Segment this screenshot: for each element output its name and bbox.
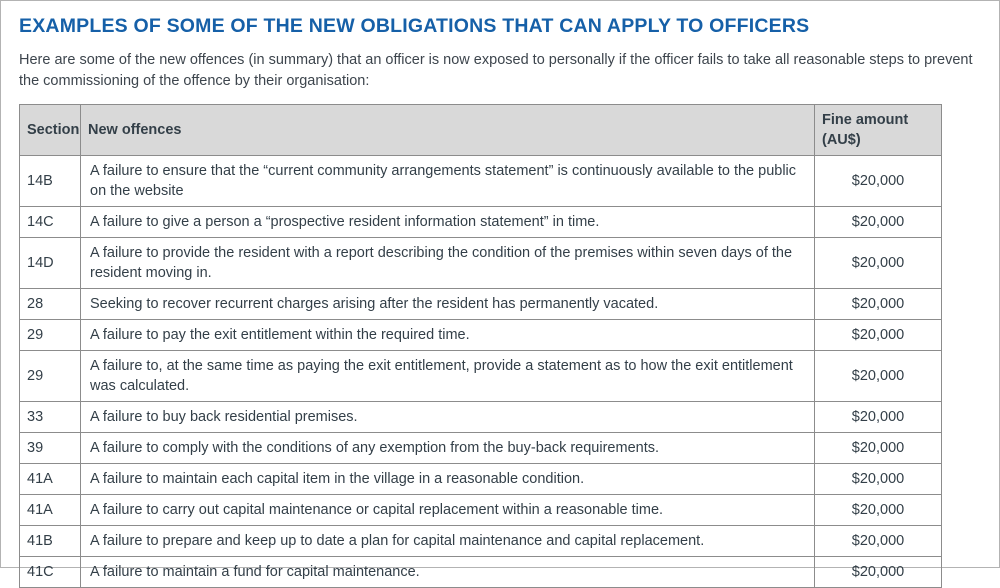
section-cell: 39 xyxy=(20,433,81,464)
table-row xyxy=(20,495,942,526)
table-row xyxy=(20,289,942,320)
section-cell: 14C xyxy=(20,207,81,238)
fine-amount-cell: $20,000 xyxy=(815,289,942,320)
section-cell: 41C xyxy=(20,557,81,588)
page-title: EXAMPLES OF SOME OF THE NEW OBLIGATIONS THAT CAN APPLY TO OFFICERS xyxy=(19,15,810,37)
offence-cell: A failure to ensure that the “current community arrangements statement” is continuously available to the public on the website xyxy=(81,156,815,207)
page-content xyxy=(1,1,999,588)
section-cell: 41B xyxy=(20,526,81,557)
offences-table xyxy=(19,104,942,588)
fine-amount-cell: $20,000 xyxy=(815,207,942,238)
section-cell: 33 xyxy=(20,402,81,433)
fine-amount-cell: $20,000 xyxy=(815,526,942,557)
fine-amount-cell: $20,000 xyxy=(815,156,942,207)
section-cell: 29 xyxy=(20,351,81,402)
column-header-section: Section xyxy=(20,105,81,156)
offences-table-body xyxy=(20,156,942,588)
table-row xyxy=(20,320,942,351)
section-cell: 41A xyxy=(20,464,81,495)
fine-amount-cell: $20,000 xyxy=(815,495,942,526)
column-header-fine-amount: Fine amount (AU$) xyxy=(815,105,942,156)
fine-amount-cell: $20,000 xyxy=(815,402,942,433)
offence-cell: A failure to prepare and keep up to date a plan for capital maintenance and capital replacement. xyxy=(81,526,815,557)
offence-cell: A failure to buy back residential premises. xyxy=(81,402,815,433)
table-row xyxy=(20,526,942,557)
section-cell: 29 xyxy=(20,320,81,351)
table-row xyxy=(20,464,942,495)
table-header-row xyxy=(20,105,942,156)
offence-cell: A failure to comply with the conditions of any exemption from the buy-back requirements. xyxy=(81,433,815,464)
offence-cell: A failure to provide the resident with a report describing the condition of the premises within seven days of the resident moving in. xyxy=(81,238,815,289)
fine-amount-cell: $20,000 xyxy=(815,238,942,289)
table-row xyxy=(20,433,942,464)
offence-cell: A failure to, at the same time as paying the exit entitlement, provide a statement as to how the exit entitlement was calculated. xyxy=(81,351,815,402)
section-cell: 28 xyxy=(20,289,81,320)
offence-cell: A failure to maintain each capital item in the village in a reasonable condition. xyxy=(81,464,815,495)
section-cell: 14B xyxy=(20,156,81,207)
table-row xyxy=(20,557,942,588)
fine-amount-cell: $20,000 xyxy=(815,464,942,495)
intro-paragraph: Here are some of the new offences (in summary) that an officer is now exposed to personally if the officer fails to take all reasonable steps to prevent the commissioning of the offence by their organisation: xyxy=(19,52,973,89)
table-row xyxy=(20,402,942,433)
fine-amount-cell: $20,000 xyxy=(815,433,942,464)
offence-cell: A failure to maintain a fund for capital maintenance. xyxy=(81,557,815,588)
table-row xyxy=(20,351,942,402)
fine-amount-cell: $20,000 xyxy=(815,557,942,588)
table-row xyxy=(20,238,942,289)
table-row xyxy=(20,207,942,238)
table-row xyxy=(20,156,942,207)
section-cell: 14D xyxy=(20,238,81,289)
fine-amount-cell: $20,000 xyxy=(815,320,942,351)
column-header-new-offences: New offences xyxy=(81,105,815,156)
offence-cell: A failure to carry out capital maintenance or capital replacement within a reasonable time. xyxy=(81,495,815,526)
offence-cell: Seeking to recover recurrent charges arising after the resident has permanently vacated. xyxy=(81,289,815,320)
offence-cell: A failure to pay the exit entitlement within the required time. xyxy=(81,320,815,351)
fine-amount-cell: $20,000 xyxy=(815,351,942,402)
offence-cell: A failure to give a person a “prospective resident information statement” in time. xyxy=(81,207,815,238)
section-cell: 41A xyxy=(20,495,81,526)
